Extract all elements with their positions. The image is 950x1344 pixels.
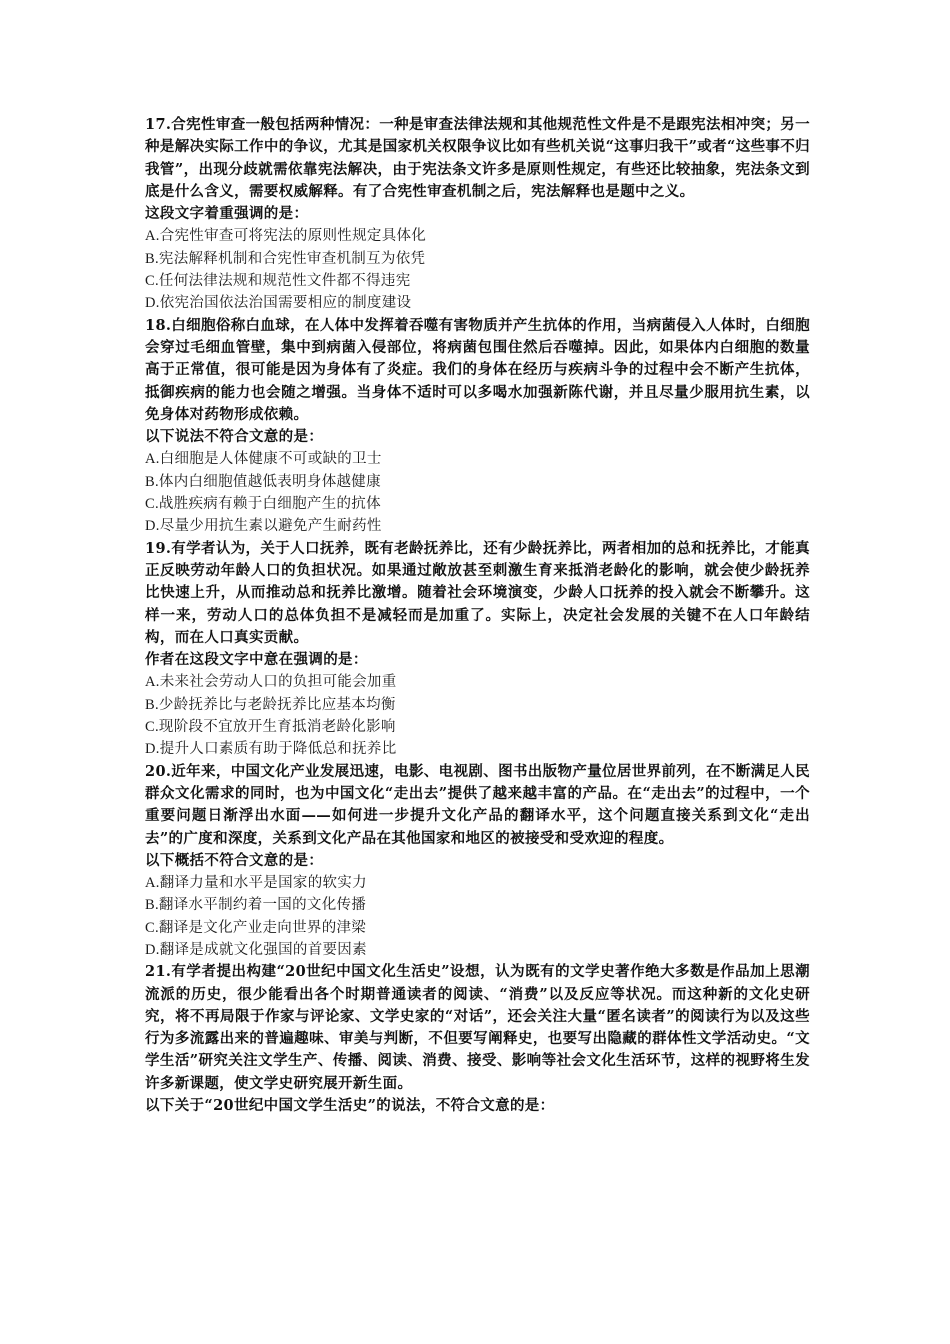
question-stem: 17.合宪性审查一般包括两种情况：一种是审查法律法规和其他规范性文件是不是跟宪法相冲突；另一种是解决实际工作中的争议，尤其是国家机关权限争议比如有些机关说“这事归我干”或者“这些事不归我管”，出现分歧就需依靠宪法解决，由于宪法条文许多是原则性规定，有些还比较抽象，宪法条文到底是什么含义，需要权威解释。有了合宪性审查机制之后，宪法解释也是题中之义。	[145, 116, 810, 200]
question-21	[145, 961, 810, 1117]
question-prompt: 以下概括不符合文意的是：	[145, 851, 324, 869]
question-17	[145, 114, 810, 315]
option-b: B.体内白细胞值越低表明身体越健康	[145, 473, 381, 490]
option-a: A.未来社会劳动人口的负担可能会加重	[145, 674, 397, 691]
question-stem: 21.有学者提出构建“20世纪中国文化生活史”设想，认为既有的文学史著作绝大多数是作品加上思潮流派的历史，很少能看出各个时期普通读者的阅读、“消费”以及反应等状况。而这种新的文化史研究，将不再局限于作家与评论家、文学史家的“对话”，还会关注大量“匿名读者”的阅读行为以及这些行为多流露出来的普遍趣味、审美与判断，不但要写阐释史，也要写出隐藏的群体性文学活动史。“文学生活”研究关注文学生产、传播、阅读、消费、接受、影响等社会文化生活环节，这样的视野将生发许多新课题，使文学史研究展开新生面。	[145, 963, 810, 1092]
question-stem: 20.近年来，中国文化产业发展迅速，电影、电视剧、图书出版物产量位居世界前列，在不断满足人民群众文化需求的同时，也为中国文化“走出去”提供了越来越丰富的产品。在“走出去”的过程中，一个重要问题日渐浮出水面——如何进一步提升文化产品的翻译水平，这个问题直接关系到文化“走出去”的广度和深度，关系到文化产品在其他国家和地区的被接受和受欢迎的程度。	[145, 762, 810, 847]
option-c: C.翻译是文化产业走向世界的津梁	[145, 919, 367, 936]
option-c: C.现阶段不宜放开生育抵消老龄化影响	[145, 719, 396, 736]
question-20	[145, 761, 810, 962]
option-d: D.尽量少用抗生素以避免产生耐药性	[145, 518, 382, 535]
question-prompt: 作者在这段文字中意在强调的是：	[145, 651, 368, 669]
option-d: D.翻译是成就文化强国的首要因素	[145, 941, 367, 958]
question-prompt: 以下说法不符合文意的是：	[145, 428, 324, 446]
option-c: C.战胜疾病有赖于白细胞产生的抗体	[145, 496, 381, 513]
exam-page	[145, 114, 810, 1117]
option-a: A.白细胞是人体健康不可或缺的卫士	[145, 451, 382, 468]
question-prompt: 以下关于“20世纪中国文学生活史”的说法，不符合文意的是：	[145, 1097, 555, 1115]
option-b: B.翻译水平制约着一国的文化传播	[145, 897, 367, 914]
question-19	[145, 538, 810, 761]
question-prompt: 这段文字着重强调的是：	[145, 205, 309, 223]
option-d: D.依宪治国依法治国需要相应的制度建设	[145, 295, 412, 312]
option-b: B.少龄抚养比与老龄抚养比应基本均衡	[145, 696, 396, 713]
option-a: A.合宪性审查可将宪法的原则性规定具体化	[145, 228, 427, 245]
question-stem: 19.有学者认为，关于人口抚养，既有老龄抚养比，还有少龄抚养比，两者相加的总和抚养比，才能真正反映劳动年龄人口的负担状况。如果通过敞放甚至刺激生育来抵消老龄化的影响，就会使少龄抚养比快速上升，从而推动总和抚养比激增。随着社会环境演变，少龄人口抚养的投入就会不断攀升。这样一来，劳动人口的总体负担不是减轻而是加重了。实际上，决定社会发展的关键不在人口年龄结构，而在人口真实贡献。	[145, 539, 810, 646]
question-stem: 18.白细胞俗称白血球，在人体中发挥着吞噬有害物质并产生抗体的作用，当病菌侵入人体时，白细胞会穿过毛细血管壁，集中到病菌入侵部位，将病菌包围住然后吞噬掉。因此，如果体内白细胞的数量高于正常值，很可能是因为身体有了炎症。我们的身体在经历与疾病斗争的过程中会不断产生抗体，抵御疾病的能力也会随之增强。当身体不适时可以多喝水加强新陈代谢，并且尽量少服用抗生素，以免身体对药物形成依赖。	[145, 316, 810, 423]
question-18	[145, 315, 810, 538]
option-b: B.宪法解释机制和合宪性审查机制互为依凭	[145, 250, 426, 267]
option-c: C.任何法律法规和规范性文件都不得违宪	[145, 273, 411, 290]
option-a: A.翻译力量和水平是国家的软实力	[145, 875, 367, 892]
option-d: D.提升人口素质有助于降低总和抚养比	[145, 741, 397, 758]
